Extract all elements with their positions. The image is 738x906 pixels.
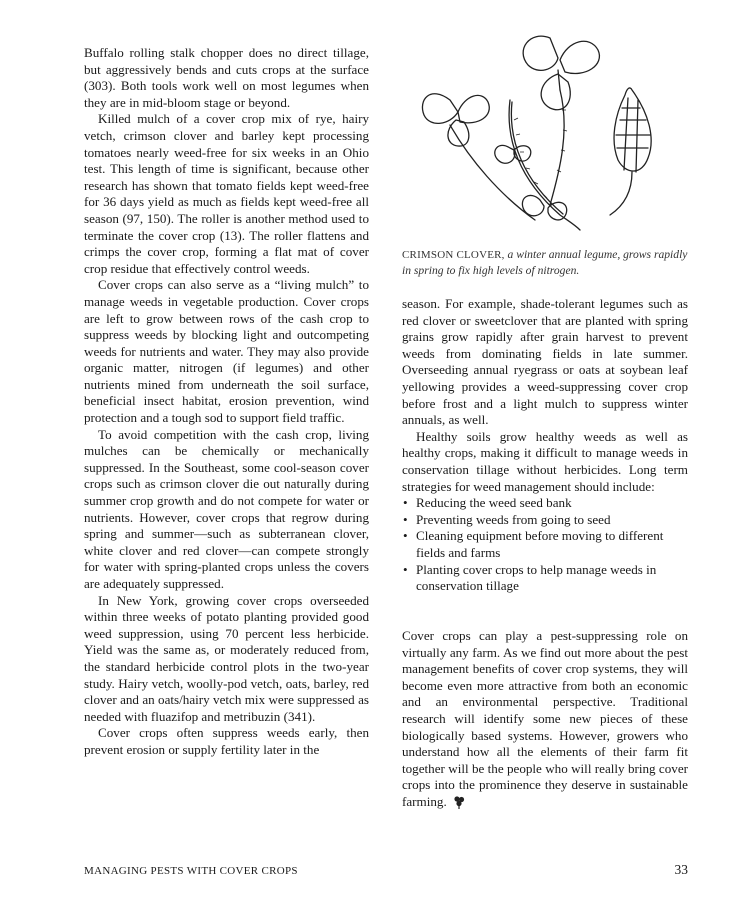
paragraph: To avoid competition with the cash crop, living mulches can be chemically or mechanically suppressed. In the Southeast, some cool-season cover crops such as crimson clover die out naturally during summer crop growth and do not compete for water or nutrients. However, cover crops that regrow during spring and summer—such as subterranean clover, white clover and red clover—can compete strongly for water with spring-planted crops unless the covers are adequately suppressed.	[84, 426, 369, 591]
left-column	[84, 45, 369, 759]
right-column-bottom	[402, 628, 688, 811]
paragraph: Buffalo rolling stalk chopper does no direct tillage, but aggressively bends and cuts crops at the surface (303). Both tools work well on most legumes when they are in mid-bloom stage or beyond.	[84, 45, 369, 110]
list-item: • Cleaning equipment before moving to different fields and farms	[402, 528, 688, 561]
right-column-top	[402, 296, 688, 595]
list-item: • Reducing the weed seed bank	[402, 495, 688, 512]
caption-text: a winter annual legume, grows rapidly in spring to fix high levels of nitrogen.	[402, 248, 688, 277]
paragraph: In New York, growing cover crops overseeded within three weeks of potato planting provided good weed suppression, using 70 percent less herbicide. Yield was the same as, or moderately reduced from, the standard herbicide control plots in the two-year study. Hairy vetch, woolly-pod vetch, oats, barley, red clover and an oats/hairy vetch mix were suppressed as needed with fluazifop and metribuzin (341).	[84, 592, 369, 724]
paragraph: season. For example, shade-tolerant legumes such as red clover or sweetclover that are planted with spring grains grow rapidly after grain harvest to prevent weeds from dominating fields in late summer. Overseeding annual ryegrass or oats at soybean leaf yellowing provides a weed-suppressing cover crop before frost and a light mulch to suppress winter annuals, as well.	[402, 296, 688, 428]
paragraph	[402, 628, 688, 811]
paragraph: Killed mulch of a cover crop mix of rye, hairy vetch, crimson clover and barley kept processing tomatoes nearly weed-free for six weeks in an Ohio test. This length of time is significant, because other research has shown that tomato fields kept weed-free for 36 days yield as much as fields kept weed-free all season (97, 150). The roller is another method used to terminate the cover crop (13). The roller flattens and crimps the cover crop, forming a flat mat of cover crop residue that effectively control weeds.	[84, 111, 369, 276]
list-item: • Preventing weeds from going to seed	[402, 512, 688, 529]
closing-paragraph-text: Cover crops can play a pest-suppressing role on virtually any farm. As we find out more about the pest management benefits of cover crop systems, they will become even more attractive from both an economic and an environmental perspective. Traditional research will identify some new pieces of these biologically based systems. However, growers who understand how all the elements of their farm fit together will be the people who will really bring cover crops into the prominence they deserve in sustainable farming.	[402, 628, 688, 809]
bullet-list	[402, 495, 688, 595]
paragraph: Cover crops often suppress weeds early, then prevent erosion or supply fertility later in the	[84, 725, 369, 757]
crimson-clover-illustration	[410, 30, 695, 240]
running-footer: MANAGING PESTS WITH COVER CROPS	[84, 865, 298, 877]
figure-caption	[402, 247, 692, 279]
paragraph: Healthy soils grow healthy weeds as well as healthy crops, making it difficult to manage weeds in conservation tillage without herbicides. Long term strategies for weed management should include:	[402, 428, 688, 494]
page-number: 33	[674, 862, 688, 877]
caption-title: CRIMSON CLOVER,	[402, 249, 505, 261]
clover-end-mark-icon	[451, 794, 467, 810]
paragraph: Cover crops can also serve as a “living mulch” to manage weeds in vegetable production. Cover crops are left to grow between rows of the cash crop to suppress weeds by blocking light and outcompeting weeds for nutrients and water. They may also provide organic matter, nitrogen (if legumes) and other nutrients mined from underneath the soil surface, beneficial insect habitat, erosion prevention, wind protection and a tough sod to support field traffic.	[84, 277, 369, 426]
list-item: • Planting cover crops to help manage weeds in conservation tillage	[402, 562, 688, 595]
